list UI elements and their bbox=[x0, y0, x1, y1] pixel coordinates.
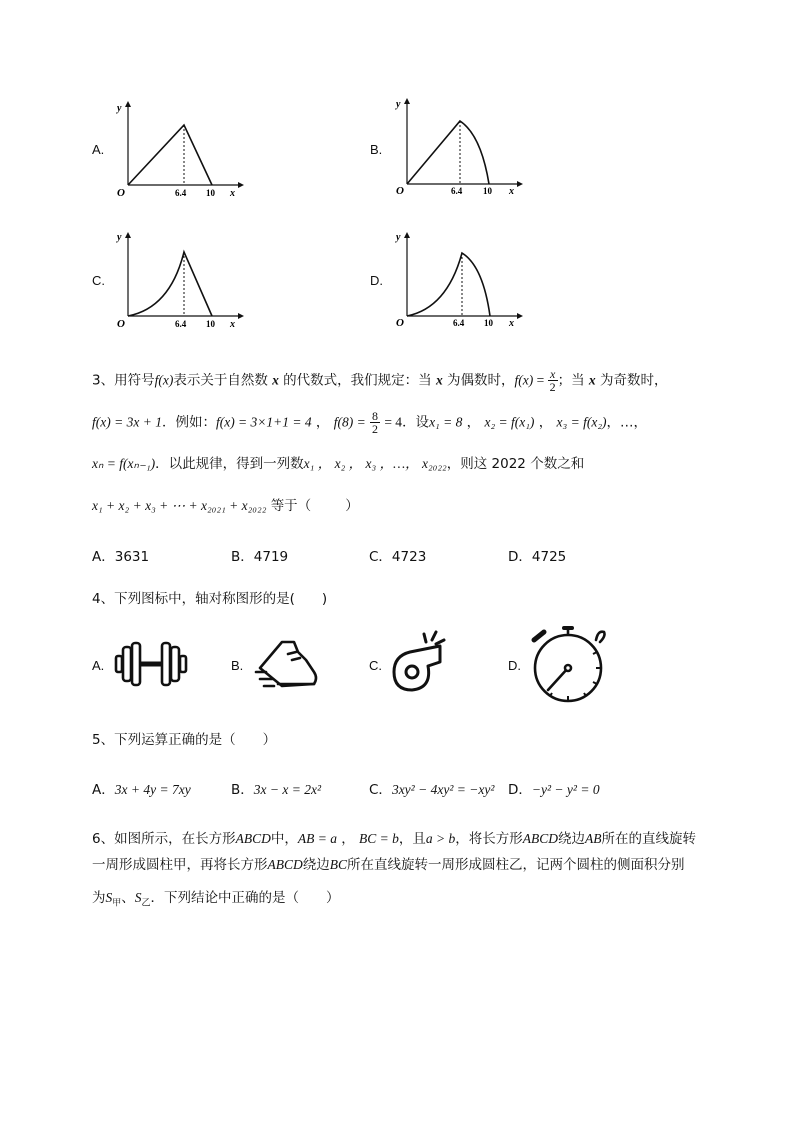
q3-option-c[interactable]: C．4723 bbox=[369, 549, 427, 565]
tick-label: 10 bbox=[484, 318, 493, 328]
running-shoe-icon[interactable] bbox=[252, 638, 324, 694]
q3-line2: f(x) = 3x + 1．例如：f(x) = 3×1+1 = 4 ， f(8) = $\frac{8}{2}$ = 4．设x₁ = 8 ， x₂ = f(x₁) ， x₃ = f(x₂)，…， bbox=[92, 409, 648, 436]
graph-c bbox=[110, 226, 250, 331]
graph-d bbox=[389, 226, 529, 331]
y-axis-label: y bbox=[117, 103, 122, 114]
q6-line2: 一周形成圆柱甲，再将长方形ABCD绕边BC所在直线旋转一周形成圆柱乙，记两个圆柱的侧面积分别 bbox=[92, 857, 685, 873]
option-d-label: D. bbox=[370, 273, 383, 288]
q4-option-b-label: B. bbox=[231, 658, 244, 673]
fraction: $\frac{x}{2}$ bbox=[549, 367, 556, 394]
q3-option-a[interactable]: A．3631 bbox=[92, 549, 150, 565]
q4-stem: 4、下列图标中，轴对称图形的是( ) bbox=[92, 591, 328, 607]
q4-option-c-label: C. bbox=[369, 658, 382, 673]
q5-stem: 5、下列运算正确的是（ ） bbox=[92, 732, 277, 748]
y-axis-label: y bbox=[396, 99, 401, 110]
stopwatch-icon[interactable] bbox=[526, 622, 612, 704]
x-axis-label: x bbox=[509, 186, 514, 195]
tick-label: 6.4 bbox=[451, 186, 463, 195]
option-a-label: A. bbox=[92, 142, 105, 157]
y-axis-label: y bbox=[396, 232, 401, 243]
x-axis-label: x bbox=[509, 318, 514, 329]
origin-label: O bbox=[117, 187, 125, 199]
q4-option-a-label: A. bbox=[92, 658, 105, 673]
option-c-label: C. bbox=[92, 273, 105, 288]
q3-option-d[interactable]: D．4725 bbox=[508, 549, 567, 565]
tick-label: 10 bbox=[206, 319, 215, 329]
q4-option-d-label: D. bbox=[508, 658, 521, 673]
graph-b bbox=[389, 90, 529, 195]
tick-label: 10 bbox=[483, 186, 492, 195]
tick-label: 6.4 bbox=[453, 318, 465, 328]
q3-line4: x₁ + x₂ + x₃ + ⋯ + x₂₀₂₁ + x₂₀₂₂ 等于（ ） bbox=[92, 498, 359, 514]
fraction: $\frac{8}{2}$ bbox=[372, 409, 379, 436]
dumbbell-icon[interactable] bbox=[112, 638, 192, 692]
q5-option-a[interactable]: A．3x + 4y = 7xy bbox=[92, 782, 191, 798]
origin-label: O bbox=[396, 317, 404, 329]
q5-option-b[interactable]: B．3x − x = 2x² bbox=[231, 782, 322, 798]
tick-label: 6.4 bbox=[175, 188, 187, 198]
q3-line1: 3、用符号f(x)表示关于自然数 x 的代数式，我们规定：当 x 为偶数时，f(x) = $\frac{x}{2}$ ；当 x 为奇数时， bbox=[92, 367, 668, 394]
origin-label: O bbox=[396, 185, 404, 195]
tick-label: 6.4 bbox=[175, 319, 187, 329]
tick-label: 10 bbox=[206, 188, 215, 198]
option-b-label: B. bbox=[370, 142, 383, 157]
q6-line1: 6、如图所示，在长方形ABCD中，AB = a ， BC = b，且a > b，将长方形ABCD绕边AB所在的直线旋转 bbox=[92, 831, 697, 847]
q3-line3: xₙ = f(xₙ₋₁)．以此规律，得到一列数x₁ ， x₂ ， x₃ ，…， x₂₀₂₂，则这 2022 个数之和 bbox=[92, 456, 585, 472]
x-axis-label: x bbox=[230, 188, 235, 199]
q5-option-d[interactable]: D．−y² − y² = 0 bbox=[508, 782, 600, 798]
graph-a bbox=[110, 95, 250, 200]
q5-option-c[interactable]: C．3xy² − 4xy² = −xy² bbox=[369, 782, 495, 798]
y-axis-label: y bbox=[117, 232, 122, 243]
whistle-icon[interactable] bbox=[388, 628, 448, 698]
q3-option-b[interactable]: B．4719 bbox=[231, 549, 289, 565]
origin-label: O bbox=[117, 318, 125, 330]
x-axis-label: x bbox=[230, 319, 235, 330]
q6-line3: 为$S_甲$、$S_乙$．下列结论中正确的是（ ） bbox=[92, 890, 340, 909]
